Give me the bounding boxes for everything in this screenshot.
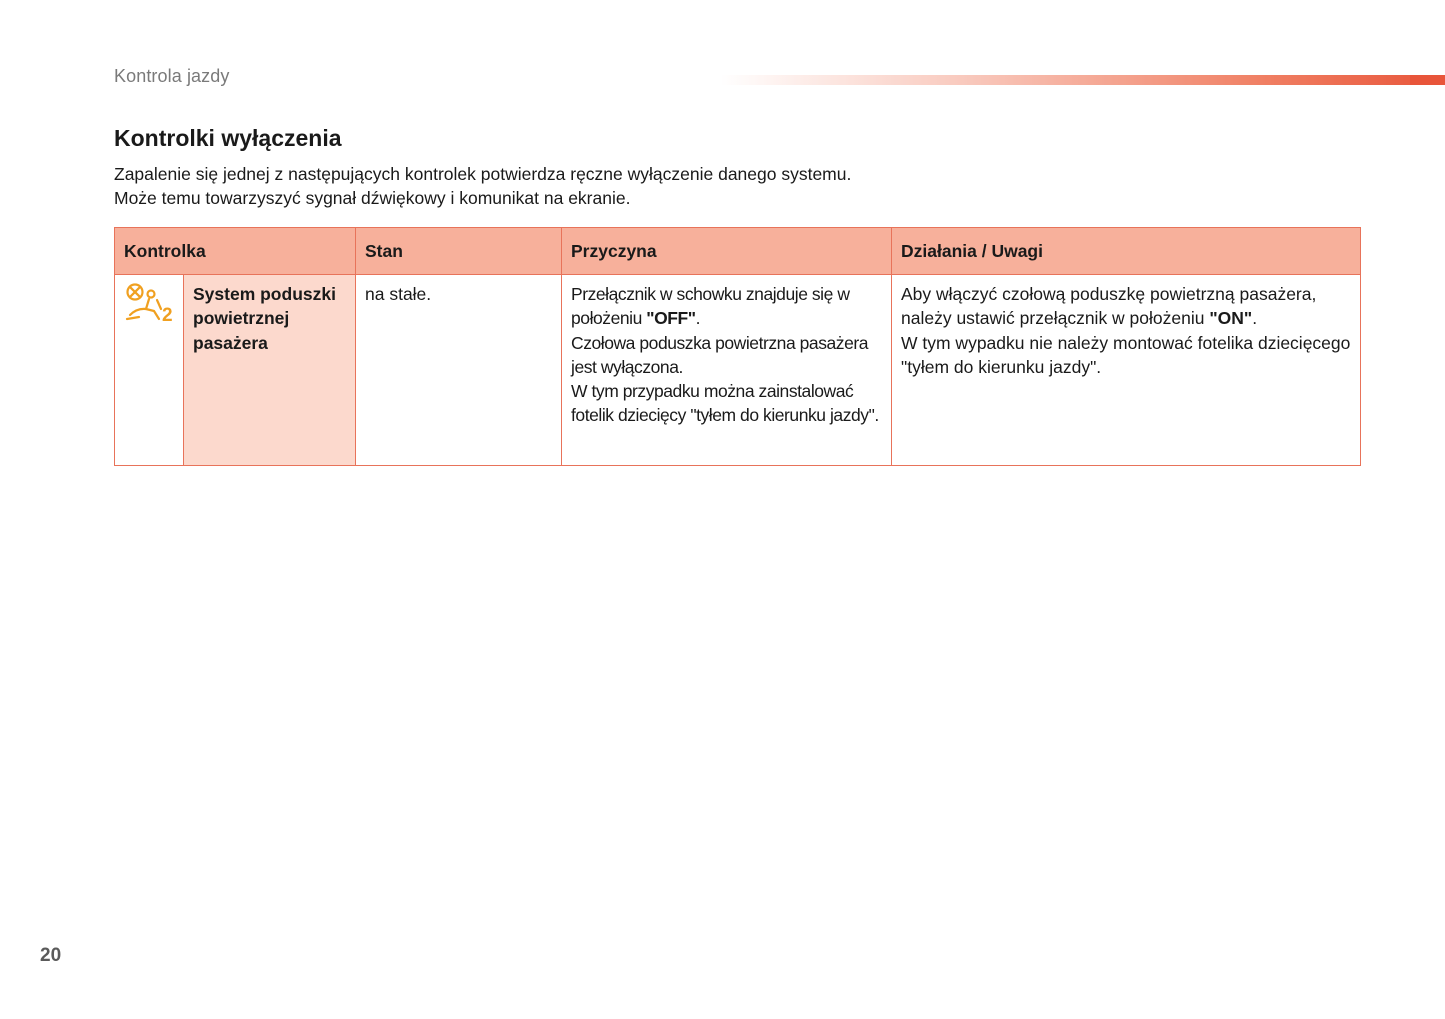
header-accent-bar bbox=[720, 75, 1445, 85]
warning-lamps-table bbox=[114, 227, 1361, 466]
cause-text-1: Przełącznik w schowku znajduje się w położeniu bbox=[571, 284, 850, 329]
actions-on-label: "ON" bbox=[1209, 308, 1253, 329]
actions-paragraph-1 bbox=[901, 282, 1351, 331]
cause-paragraph-3: W tym przypadku można zainstalować fotelik dziecięcy "tyłem do kierunku jazdy". bbox=[571, 381, 879, 426]
column-header-stan: Stan bbox=[356, 228, 562, 275]
cause-text-1-end: . bbox=[695, 308, 701, 329]
page-title: Kontrolki wyłączenia bbox=[114, 125, 342, 151]
intro-line-2: Może temu towarzyszyć sygnał dźwiękowy i komunikat na ekranie. bbox=[114, 188, 631, 208]
section-header: Kontrola jazdy bbox=[114, 66, 230, 86]
passenger-airbag-off-icon bbox=[124, 282, 176, 326]
lamp-name-line-2: powietrznej bbox=[193, 308, 290, 329]
table-header-row bbox=[115, 228, 1361, 275]
cause-paragraph-2: Czołowa poduszka powietrzna pasażera jest wyłączona. bbox=[571, 332, 869, 377]
lamp-name-line-1: System poduszki bbox=[193, 284, 336, 304]
cause-paragraph-1 bbox=[571, 282, 882, 331]
lamp-name-cell bbox=[184, 275, 356, 466]
intro-line-1: Zapalenie się jednej z następujących kontrolek potwierdza ręczne wyłączenie danego systemu. bbox=[114, 164, 852, 184]
actions-text-1-end: . bbox=[1252, 308, 1258, 329]
page-number: 20 bbox=[40, 945, 62, 966]
header-accent-bar-end bbox=[1410, 75, 1445, 85]
column-header-dzialania: Działania / Uwagi bbox=[892, 228, 1361, 275]
lamp-name-line-3: pasażera bbox=[193, 332, 268, 353]
icon-cell bbox=[115, 275, 184, 466]
icon-number: 2 bbox=[162, 305, 173, 326]
actions-cell bbox=[892, 275, 1361, 466]
table-row bbox=[115, 275, 1361, 466]
intro-text bbox=[114, 162, 1114, 210]
actions-text-1: Aby włączyć czołową poduszkę powietrzną pasażera, należy ustawić przełącznik w położeniu bbox=[901, 284, 1317, 329]
column-header-przyczyna: Przyczyna bbox=[562, 228, 892, 275]
cause-off-label: "OFF" bbox=[646, 308, 696, 329]
column-header-kontrolka: Kontrolka bbox=[115, 228, 356, 275]
cause-cell bbox=[562, 275, 892, 466]
state-cell bbox=[356, 275, 562, 466]
actions-paragraph-2: W tym wypadku nie należy montować fotelika dziecięcego "tyłem do kierunku jazdy". bbox=[901, 332, 1351, 377]
state-text: na stałe. bbox=[365, 284, 432, 304]
